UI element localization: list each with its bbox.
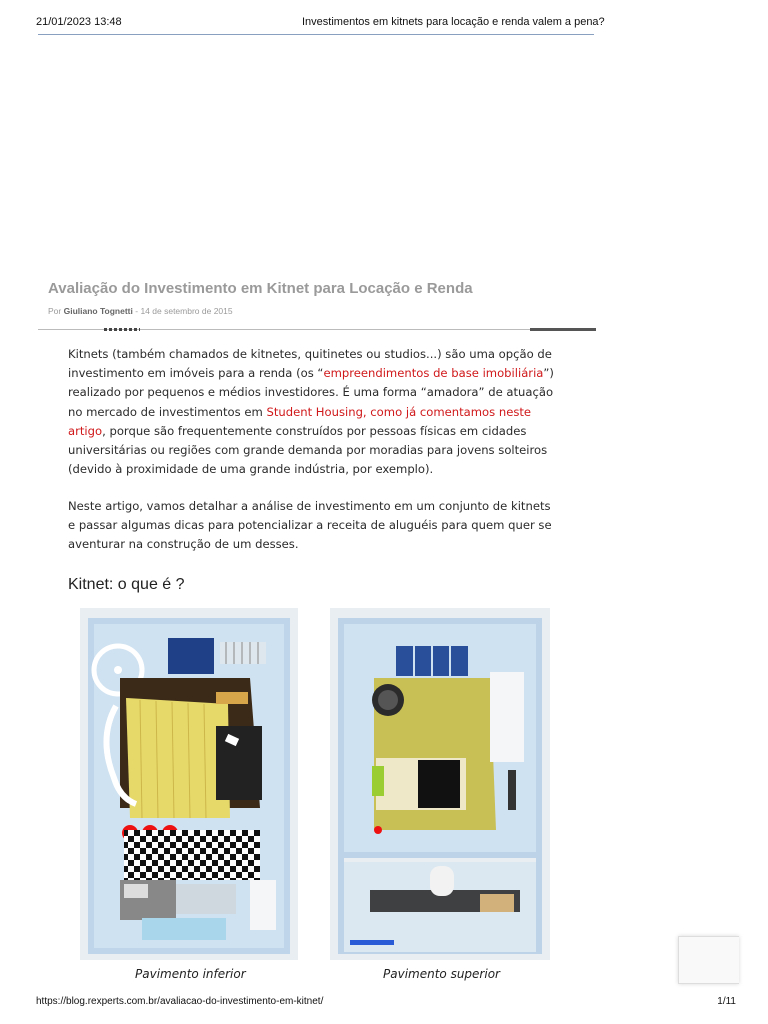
intro-text-3: , porque são frequentemente construídos por pessoas físicas em cidades universitárias ou regiões com grande demanda por moradias para jovens solteiros (devido à proximidade de uma grande indústria, por exemplo). [68, 423, 548, 477]
article-title: Avaliação do Investimento em Kitnet para Locação e Renda [48, 280, 473, 297]
page-number: 1/11 [717, 996, 736, 1007]
title-divider-accent [104, 328, 140, 331]
title-divider-accent-right [530, 328, 596, 331]
floor-plan-superior-image [330, 608, 550, 960]
publish-date: 14 de setembro de 2015 [140, 306, 233, 316]
caption-pavimento-inferior: Pavimento inferior [135, 967, 246, 981]
byline-separator: - [135, 306, 139, 316]
section-heading: Kitnet: o que é ? [68, 576, 185, 593]
floor-plan-inferior-image [80, 608, 298, 960]
byline [48, 306, 233, 316]
intro-text-2: ”) realizado por pequenos e médios investidores. É uma forma “amadora” de atuação no mercado de investimentos em [68, 366, 554, 419]
print-datetime: 21/01/2023 13:48 [36, 16, 122, 28]
page-url: https://blog.rexperts.com.br/avaliacao-do-investimento-em-kitnet/ [36, 996, 324, 1007]
second-paragraph: Neste artigo, vamos detalhar a análise de investimento em um conjunto de kitnets e passar algumas dicas para potencializar a receita de aluguéis para quem quer se aventurar na construção de um desses. [68, 499, 552, 552]
author-link[interactable]: Giuliano Tognetti [63, 306, 133, 316]
link-empreendimentos[interactable]: empreendimentos de base imobiliária [323, 366, 544, 381]
caption-pavimento-superior: Pavimento superior [383, 967, 500, 981]
floor-plan-inferior-drawing [80, 608, 298, 960]
print-page-title: Investimentos em kitnets para locação e renda valem a pena? [302, 16, 605, 28]
intro-paragraph [68, 345, 560, 479]
header-divider [38, 34, 594, 35]
intro-text-1: Kitnets (também chamados de kitnetes, quitinetes ou studios...) são uma opção de investimento em imóveis para a renda (os “ [68, 347, 552, 381]
byline-prefix: Por [48, 306, 62, 316]
floor-plan-superior-drawing [330, 608, 550, 960]
recaptcha-badge[interactable] [678, 936, 739, 984]
link-student-housing[interactable]: Student Housing, como já comentamos neste artigo [68, 404, 532, 438]
